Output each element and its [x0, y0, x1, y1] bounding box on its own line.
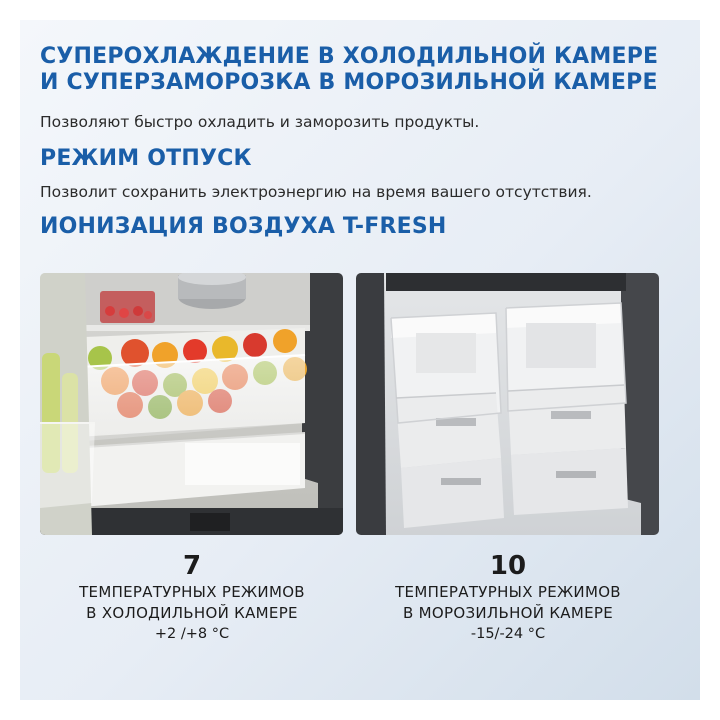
- supercool-title-line2: И СУПЕРЗАМОРОЗКА В МОРОЗИЛЬНОЙ КАМЕРЕ: [40, 70, 658, 95]
- freezer-modes-label-line2: В МОРОЗИЛЬНОЙ КАМЕРЕ: [403, 604, 613, 622]
- fridge-compartment-photo: [40, 273, 343, 535]
- freezer-temperature-stat: [358, 550, 658, 645]
- fridge-modes-count: 7: [182, 551, 202, 581]
- supercool-description: Позволяют быстро охладить и заморозить продукты.: [40, 113, 480, 131]
- freezer-drawers-photo: [356, 273, 659, 535]
- fridge-modes-label-line2: В ХОЛОДИЛЬНОЙ КАМЕРЕ: [86, 604, 298, 622]
- supercool-title-line1: СУПЕРОХЛАЖДЕНИЕ В ХОЛОДИЛЬНОЙ КАМЕРЕ: [40, 44, 659, 69]
- promo-card: [20, 20, 700, 700]
- fridge-temperature-stat: [42, 550, 342, 645]
- fridge-illustration: [40, 273, 343, 535]
- vacation-mode-description: Позволит сохранить электроэнергию на время вашего отсутствия.: [40, 183, 592, 201]
- fridge-temperature-range: +2 /+8 °С: [154, 626, 230, 642]
- vacation-mode-title: РЕЖИМ ОТПУСК: [40, 146, 252, 171]
- freezer-modes-count: 10: [489, 551, 527, 581]
- fridge-modes-label-line1: ТЕМПЕРАТУРНЫХ РЕЖИМОВ: [79, 583, 305, 601]
- freezer-illustration: [356, 273, 659, 535]
- freezer-temperature-range: -15/-24 °С: [470, 626, 546, 642]
- ionization-title: ИОНИЗАЦИЯ ВОЗДУХА T-FRESH: [40, 214, 447, 239]
- freezer-modes-label-line1: ТЕМПЕРАТУРНЫХ РЕЖИМОВ: [395, 583, 621, 601]
